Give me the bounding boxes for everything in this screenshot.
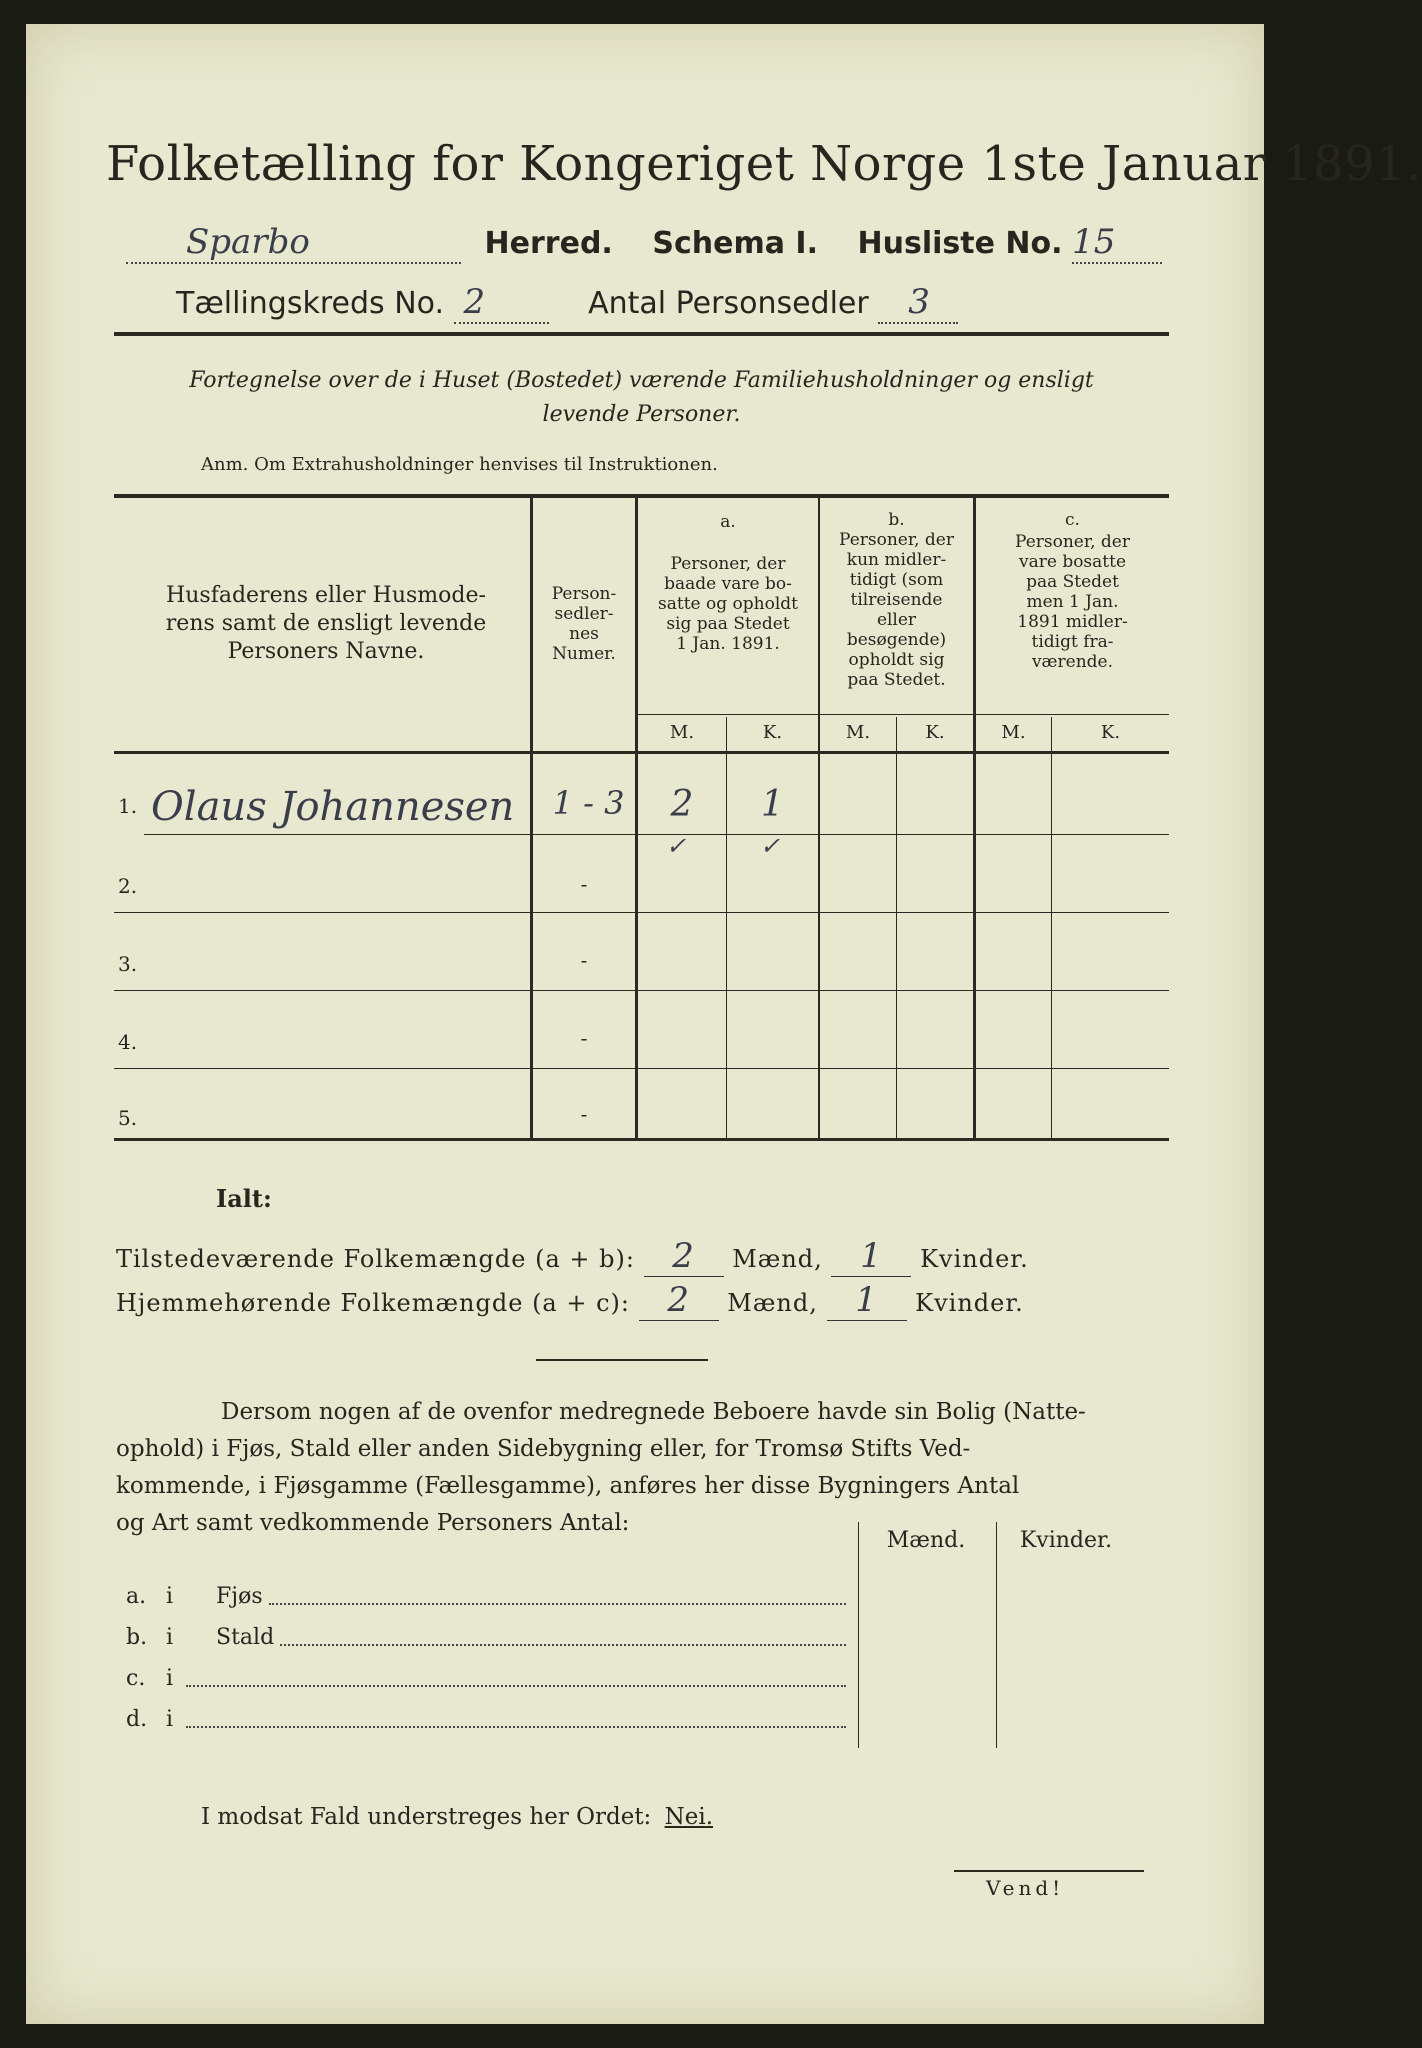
husliste-label: Husliste No.	[857, 226, 1063, 261]
totals-line1-m: 2	[644, 1236, 724, 1277]
subtitle-line2: levende Personer.	[542, 402, 741, 427]
row-4-numer: -	[580, 1026, 588, 1050]
nei-word: Nei.	[664, 1804, 714, 1830]
personsedler-value: 3	[878, 282, 958, 324]
buildings-paragraph: Dersom nogen af de ovenfor medregnede Beboere havde sin Bolig (Natte- ophold) i Fjøs, Stald eller anden Sidebygning eller, for Tromsø Stifts Ved- kommende, i Fjøsgamme (Fællesgamme), anføres her disse Bygningers Antal og Art samt vedkommende Personers Antal:	[116, 1399, 1086, 1536]
kreds-label: Tællingskreds No.	[176, 286, 444, 321]
nei-note	[201, 1804, 713, 1830]
totals-line-1	[116, 1236, 1029, 1277]
table-header-rule	[114, 751, 1169, 754]
kreds-line	[176, 282, 958, 324]
subtitle-line1: Fortegnelse over de i Huset (Bostedet) værende Familiehusholdninger og ensligt	[189, 368, 1094, 393]
row-3-numer: -	[580, 948, 588, 972]
nei-note-prefix: I modsat Fald understreges her Ordet:	[201, 1804, 652, 1830]
herred-value: Sparbo	[126, 222, 461, 264]
buildings-maend-head: Mænd.	[886, 1528, 966, 1553]
short-divider	[536, 1359, 708, 1361]
col-a-header: a. Personer, der baade vare bo- satte og opholdt sig paa Stedet 1 Jan. 1891.	[658, 512, 798, 654]
row-line-3	[114, 990, 1169, 991]
census-form-page	[26, 24, 1422, 2024]
c-k-label: K.	[1100, 722, 1121, 743]
anm-note: Anm. Om Extrahusholdninger henvises til Instruktionen.	[201, 454, 718, 475]
row-1-num: 1.	[118, 794, 138, 818]
totals-line2-maend: Mænd,	[727, 1289, 818, 1317]
schema-label: Schema I.	[652, 226, 818, 261]
ialt-label: Ialt:	[216, 1184, 272, 1213]
totals-line1-label: Tilstedeværende Folkemængde (a + b):	[116, 1245, 635, 1273]
kreds-value: 2	[454, 282, 549, 324]
building-row-a: a. i Fjøs	[126, 1576, 856, 1617]
row-1-numer: 1 - 3	[552, 784, 625, 822]
table-top-rule	[114, 494, 1169, 498]
col-divider-a-mk	[726, 717, 727, 1138]
buildings-kvinder-head: Kvinder.	[1019, 1528, 1113, 1553]
totals-line1-maend: Mænd,	[732, 1245, 823, 1273]
row-line-1	[144, 834, 1169, 835]
husliste-value: 15	[1072, 222, 1162, 264]
row-1-a-m: 2	[670, 784, 694, 825]
c-m-label: M.	[1001, 722, 1026, 743]
building-row-d: d. i	[126, 1699, 856, 1740]
row-2-num: 2.	[118, 874, 138, 898]
a-k-label: K.	[762, 722, 783, 743]
col-b-header: b. Personer, der kun midler- tidigt (som tilreisende eller besøgende) opholdt sig paa Stedet.	[839, 510, 954, 690]
vend-label: Vend!	[986, 1876, 1065, 1900]
row-1-name: Olaus Johannesen	[151, 784, 515, 830]
row-5-numer: -	[580, 1102, 588, 1126]
row-line-4	[114, 1068, 1169, 1069]
b-k-label: K.	[925, 722, 945, 743]
col-divider-b-mk	[896, 717, 897, 1138]
totals-line2-kvinder: Kvinder.	[915, 1289, 1024, 1317]
header-rule	[114, 332, 1169, 336]
totals-line2-k: 1	[827, 1280, 907, 1321]
buildings-col-left	[858, 1522, 859, 1748]
row-4-num: 4.	[118, 1030, 138, 1054]
row-3-num: 3.	[118, 952, 138, 976]
mk-top-rule	[638, 714, 1169, 715]
herred-line	[126, 222, 1162, 264]
row-line-2	[114, 912, 1169, 913]
col-num-header: Person- sedler- nes Numer.	[551, 584, 617, 664]
totals-line2-m: 2	[639, 1280, 719, 1321]
b-m-label: M.	[845, 722, 871, 743]
building-row-b: b. i Stald	[126, 1617, 856, 1658]
a-m-label: M.	[669, 722, 695, 743]
row-2-numer: -	[580, 872, 588, 896]
row-1-a-k: 1	[761, 784, 784, 825]
herred-label: Herred.	[484, 226, 613, 261]
row-5-num: 5.	[118, 1106, 138, 1130]
col-name-header: Husfaderens eller Husmode- rens samt de ensligt levende Personers Navne.	[165, 583, 487, 664]
col-divider-c-mk	[1051, 717, 1052, 1138]
totals-line1-k: 1	[831, 1236, 911, 1277]
totals-line2-label: Hjemmehørende Folkemængde (a + c):	[116, 1289, 630, 1317]
check-mark-am: ✓	[666, 832, 687, 860]
form-title: Folketælling for Kongeriget Norge 1ste Januar 1891.	[106, 136, 1422, 192]
buildings-rows	[126, 1576, 856, 1740]
totals-line-2	[116, 1280, 1024, 1321]
col-c-header: c. Personer, der vare bosatte paa Stedet men 1 Jan. 1891 midler- tidigt fra- værende.	[1015, 510, 1130, 672]
vend-rule	[954, 1870, 1144, 1872]
building-row-c: c. i	[126, 1658, 856, 1699]
buildings-col-right	[996, 1522, 997, 1748]
personsedler-label: Antal Personsedler	[588, 286, 869, 321]
table-bottom-rule	[114, 1138, 1169, 1141]
check-mark-ak: ✓	[760, 832, 781, 860]
subtitle	[114, 364, 1169, 432]
totals-line1-kvinder: Kvinder.	[920, 1245, 1029, 1273]
